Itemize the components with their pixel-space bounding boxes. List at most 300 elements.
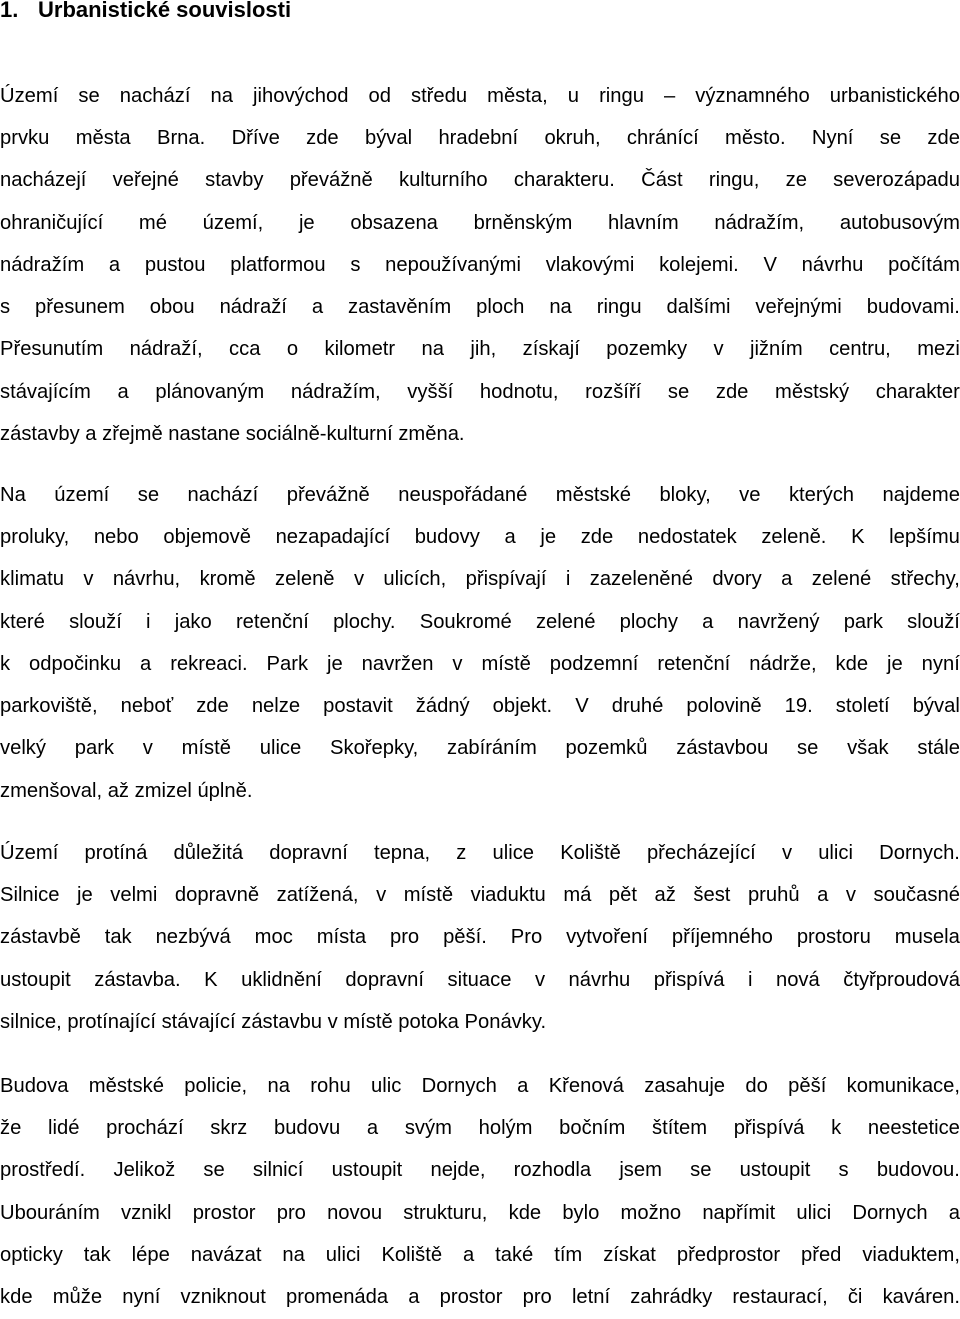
word: budovou. <box>876 1159 960 1182</box>
word: místa <box>316 926 367 949</box>
word: území, <box>202 211 264 234</box>
word: neestetice <box>867 1116 960 1139</box>
word: lépe <box>131 1243 170 1266</box>
word: – <box>664 84 676 107</box>
text-line <box>0 728 960 770</box>
word: lidé <box>48 1116 80 1139</box>
word: přispívá <box>653 968 725 991</box>
word: rohu <box>310 1074 351 1097</box>
word: Koliště <box>560 841 621 864</box>
word: polovině <box>686 695 762 718</box>
word: ulice <box>492 841 535 864</box>
word: a <box>462 1243 475 1266</box>
text-line <box>0 832 960 874</box>
section-heading <box>0 0 291 30</box>
word: také <box>495 1243 534 1266</box>
word: v <box>845 883 856 906</box>
word: území <box>54 483 110 506</box>
word: pro <box>276 1201 306 1224</box>
word: silnicí <box>252 1159 304 1182</box>
word: plánovaným <box>155 380 265 403</box>
word: získat <box>603 1243 656 1266</box>
word: nádraží, <box>129 338 203 361</box>
word: možno <box>620 1201 682 1224</box>
word: dopravně <box>174 883 260 906</box>
text-line <box>0 117 960 159</box>
word: získají <box>522 338 580 361</box>
word: s <box>0 296 11 319</box>
word: prvku <box>0 126 50 149</box>
word: kde <box>835 652 869 675</box>
word: kromě <box>199 568 256 591</box>
word: nacházejí <box>0 169 87 192</box>
text-line <box>0 160 960 202</box>
word: prostor <box>439 1286 503 1309</box>
word: holým <box>478 1116 533 1139</box>
word: Soukromé <box>419 610 512 633</box>
word: Pro <box>510 926 543 949</box>
word: navržen <box>361 652 434 675</box>
paragraph-city-blocks <box>0 474 960 812</box>
word: zatížená, <box>276 883 359 906</box>
word: dvory <box>712 568 762 591</box>
word: Přesunutím <box>0 338 104 361</box>
text-line <box>0 643 960 685</box>
word: Dornych. <box>879 841 960 864</box>
word: nádraží <box>219 296 287 319</box>
word: nádražím, <box>714 211 805 234</box>
word: zde <box>715 380 749 403</box>
word: nachází <box>119 84 191 107</box>
word: je <box>540 525 557 548</box>
word: ohraničující <box>0 211 104 234</box>
word: dopravní <box>345 968 424 991</box>
word: na <box>267 1074 290 1097</box>
word: hodnotu, <box>479 380 559 403</box>
word: se <box>690 1159 712 1182</box>
word: parkoviště, <box>0 695 98 718</box>
word: retenční <box>657 652 731 675</box>
word: lepšímu <box>889 525 960 548</box>
word: hradební <box>438 126 519 149</box>
word: bloky, <box>659 483 711 506</box>
text-line <box>0 1107 960 1149</box>
text-line: zmenšoval, až zmizel úplně. <box>0 779 253 802</box>
word: napřímit <box>702 1201 776 1224</box>
word: přecházející <box>646 841 756 864</box>
word: v <box>781 841 793 864</box>
word: neuspořádané <box>398 483 528 506</box>
word: návrhu <box>568 968 631 991</box>
word: pro <box>389 926 420 949</box>
word: veřejnými <box>755 296 842 319</box>
word: ulici <box>796 1201 832 1224</box>
word: zde <box>196 695 229 718</box>
word: s <box>838 1159 849 1182</box>
word: policie, <box>184 1074 248 1097</box>
word: kolejemi. <box>659 253 739 276</box>
word: městský <box>775 380 850 403</box>
word: býval <box>912 695 960 718</box>
word: převážně <box>289 169 373 192</box>
word: Dříve <box>231 126 280 149</box>
word: v <box>376 883 387 906</box>
word: budovy <box>414 525 480 548</box>
word: opticky <box>0 1243 63 1266</box>
text-line <box>0 1065 960 1107</box>
word: hlavním <box>608 211 679 234</box>
word: a <box>311 296 324 319</box>
word: příjemného <box>671 926 773 949</box>
word: kde <box>0 1286 33 1309</box>
word: Jelikož <box>113 1159 176 1182</box>
text-line <box>0 1234 960 1276</box>
word: býval <box>364 126 413 149</box>
word: zástavba. <box>94 968 181 991</box>
section-title: Urbanistické souvislosti <box>38 0 292 22</box>
word: o <box>286 338 299 361</box>
word: Nyní <box>811 126 854 149</box>
word: nezbývá <box>155 926 231 949</box>
word: mé <box>138 211 167 234</box>
word: předprostor <box>676 1243 781 1266</box>
text-line <box>0 1150 960 1192</box>
word: viaduktem, <box>862 1243 960 1266</box>
word: vznikl <box>121 1201 172 1224</box>
word: ringu <box>596 296 642 319</box>
word: je <box>887 652 903 675</box>
word: z <box>456 841 467 864</box>
word: moc <box>254 926 293 949</box>
word: situace <box>447 968 512 991</box>
word: se <box>667 380 690 403</box>
text-line <box>0 75 960 117</box>
word: město. <box>725 126 786 149</box>
text-line <box>0 244 960 286</box>
word: štítem <box>652 1116 708 1139</box>
word: 19. <box>784 695 813 718</box>
word: Skořepky, <box>330 737 419 760</box>
word: Dornych <box>421 1074 497 1097</box>
word: ustoupit <box>0 968 71 991</box>
word: i <box>747 968 753 991</box>
word: nedostatek <box>637 525 737 548</box>
word: přesunem <box>35 296 125 319</box>
word: tak <box>104 926 132 949</box>
word: Ubouráním <box>0 1201 100 1224</box>
word: zástavbou <box>676 737 769 760</box>
word: ustoupit <box>739 1159 811 1182</box>
word: je <box>298 211 315 234</box>
word: rozhodla <box>513 1159 592 1182</box>
word: do <box>745 1074 768 1097</box>
word: tepna, <box>373 841 431 864</box>
word: u <box>567 84 580 107</box>
word: střechy, <box>890 568 960 591</box>
word: chránící <box>626 126 699 149</box>
word: retenční <box>235 610 309 633</box>
word: i <box>565 568 571 591</box>
text-line <box>0 286 960 328</box>
word: Brna. <box>156 126 206 149</box>
word: pozemky <box>606 338 688 361</box>
word: v <box>142 737 153 760</box>
word: zde <box>580 525 614 548</box>
word: se <box>78 84 100 107</box>
word: pozemků <box>565 737 648 760</box>
word: zde <box>927 126 960 149</box>
text-line <box>0 474 960 516</box>
word: komunikace, <box>846 1074 960 1097</box>
word: na <box>421 338 445 361</box>
word: platformou <box>230 253 326 276</box>
word: Budova <box>0 1074 69 1097</box>
word: park <box>74 737 115 760</box>
word: centru, <box>829 338 891 361</box>
word: svým <box>404 1116 452 1139</box>
word: klimatu <box>0 568 64 591</box>
word: a <box>366 1116 379 1139</box>
word: se <box>203 1159 225 1182</box>
word: velmi <box>110 883 158 906</box>
word: Území <box>0 84 59 107</box>
word: ustoupit <box>331 1159 403 1182</box>
word: obsazena <box>350 211 438 234</box>
word: místě <box>181 737 231 760</box>
word: nebo <box>93 525 139 548</box>
word: zabíráním <box>447 737 537 760</box>
word: Část <box>641 169 683 192</box>
word: od <box>368 84 391 107</box>
word: města <box>75 126 131 149</box>
word: brněnským <box>473 211 573 234</box>
word: objekt. <box>492 695 553 718</box>
word: vyšší <box>407 380 454 403</box>
text-line <box>0 1192 960 1234</box>
word: Silnice <box>0 883 60 906</box>
word: či <box>847 1286 863 1309</box>
word: jako <box>174 610 212 633</box>
word: pruhů <box>747 883 800 906</box>
word: k <box>831 1116 842 1139</box>
word: Park <box>266 652 309 675</box>
word: středu <box>410 84 468 107</box>
word: zazeleněné <box>589 568 693 591</box>
word: Dornych <box>852 1201 928 1224</box>
text-line <box>0 601 960 643</box>
word: prostředí. <box>0 1159 86 1182</box>
word: městské <box>555 483 631 506</box>
word: odpočinku <box>29 652 122 675</box>
word: jsem <box>619 1159 662 1182</box>
word: ulicích, <box>383 568 447 591</box>
word: charakteru. <box>513 169 615 192</box>
word: velký <box>0 737 46 760</box>
word: letní <box>571 1286 611 1309</box>
text-line <box>0 516 960 558</box>
word: rozšíří <box>585 380 642 403</box>
word: vytvoření <box>566 926 648 949</box>
word: najdeme <box>882 483 960 506</box>
word: podzemní <box>549 652 639 675</box>
word: vlakovými <box>545 253 635 276</box>
word: zastavěním <box>347 296 452 319</box>
word: pět <box>608 883 637 906</box>
text-line: silnice, protínající stávající zástavbu v místě potoka Ponávky. <box>0 1010 547 1033</box>
word: nelze <box>251 695 301 718</box>
word: století <box>835 695 890 718</box>
word: tím <box>554 1243 583 1266</box>
word: Na <box>0 483 26 506</box>
word: ulici <box>818 841 853 864</box>
word: stávajícím <box>0 380 91 403</box>
word: žádný <box>415 695 470 718</box>
word: je <box>327 652 343 675</box>
word: slouží <box>69 610 122 633</box>
word: přispívá <box>733 1116 805 1139</box>
word: postavit <box>323 695 393 718</box>
word: v <box>452 652 463 675</box>
word: pěší. <box>443 926 487 949</box>
word: obou <box>149 296 195 319</box>
word: ringu, <box>708 169 760 192</box>
word: budovami. <box>866 296 960 319</box>
word: plochy <box>619 610 678 633</box>
word: přispívají <box>465 568 547 591</box>
word: nádražím, <box>290 380 381 403</box>
word: V <box>575 695 589 718</box>
word: místě <box>481 652 531 675</box>
word: zástavbě <box>0 926 81 949</box>
word: ringu <box>599 84 644 107</box>
word: až <box>654 883 676 906</box>
word: jižním <box>749 338 803 361</box>
word: Koliště <box>381 1243 443 1266</box>
word: že <box>0 1116 22 1139</box>
word: nachází <box>187 483 259 506</box>
word: promenáda <box>285 1286 389 1309</box>
word: K <box>204 968 218 991</box>
word: na <box>282 1243 305 1266</box>
word: protíná <box>84 841 148 864</box>
word: a <box>702 610 714 633</box>
paragraph-urban-context <box>0 75 960 456</box>
text-line <box>0 202 960 244</box>
paragraph-police-building <box>0 1065 960 1319</box>
word: kde <box>508 1201 542 1224</box>
word: zde <box>306 126 339 149</box>
word: severozápadu <box>833 169 960 192</box>
word: čtyřproudová <box>843 968 960 991</box>
word: se <box>879 126 902 149</box>
word: s <box>350 253 361 276</box>
word: v <box>353 568 365 591</box>
word: nádražím <box>0 253 85 276</box>
word: navázat <box>190 1243 262 1266</box>
word: nejde, <box>430 1159 486 1182</box>
word: jihovýchod <box>253 84 349 107</box>
word: V <box>763 253 777 276</box>
text-line: zástavby a zřejmě nastane sociálně-kulturní změna. <box>0 423 465 446</box>
word: kaváren. <box>882 1286 960 1309</box>
word: k <box>0 652 11 675</box>
word: v <box>83 568 94 591</box>
text-line <box>0 559 960 601</box>
word: a <box>817 883 829 906</box>
word: pro <box>522 1286 552 1309</box>
text-line <box>0 1276 960 1318</box>
word: plochy. <box>333 610 396 633</box>
word: počítám <box>888 253 960 276</box>
word: ulic <box>371 1074 402 1097</box>
word: ze <box>785 169 807 192</box>
word: park <box>843 610 883 633</box>
word: a <box>408 1286 420 1309</box>
word: bočním <box>559 1116 626 1139</box>
word: na <box>210 84 233 107</box>
word: nová <box>775 968 820 991</box>
word: restaurací, <box>732 1286 828 1309</box>
word: návrhu, <box>112 568 181 591</box>
word: bylo <box>562 1201 600 1224</box>
word: uklidnění <box>241 968 322 991</box>
word: proluky, <box>0 525 70 548</box>
word: rekreaci. <box>170 652 248 675</box>
word: se <box>797 737 819 760</box>
section-number: 1. <box>0 0 19 22</box>
word: slouží <box>907 610 960 633</box>
word: může <box>52 1286 103 1309</box>
word: pěší <box>788 1074 827 1097</box>
word: okruh, <box>544 126 601 149</box>
word: v <box>713 338 724 361</box>
word: a <box>781 568 793 591</box>
word: vzniknout <box>180 1286 266 1309</box>
word: cca <box>229 338 261 361</box>
word: a <box>948 1201 960 1224</box>
word: budovu <box>273 1116 341 1139</box>
word: charakter <box>875 380 960 403</box>
word: návrhu <box>801 253 864 276</box>
word: Křenová <box>548 1074 624 1097</box>
word: druhé <box>611 695 664 718</box>
word: zelené <box>811 568 872 591</box>
word: pustou <box>144 253 206 276</box>
word: mezi <box>917 338 960 361</box>
word: zeleně. <box>761 525 827 548</box>
word: zahrádky <box>630 1286 713 1309</box>
word: veřejné <box>112 169 179 192</box>
text-line <box>0 685 960 727</box>
word: zasahuje <box>644 1074 726 1097</box>
word: má <box>563 883 592 906</box>
word: nepoužívanými <box>385 253 521 276</box>
word: ulice <box>259 737 302 760</box>
word: zelené <box>535 610 596 633</box>
word: dalšími <box>666 296 731 319</box>
word: se <box>137 483 160 506</box>
word: nezapadající <box>275 525 391 548</box>
word: a <box>140 652 152 675</box>
word: městské <box>88 1074 164 1097</box>
word: významného <box>695 84 810 107</box>
word: převážně <box>286 483 370 506</box>
word: však <box>847 737 889 760</box>
word: autobusovým <box>839 211 960 234</box>
word: kulturního <box>398 169 488 192</box>
word: stavby <box>205 169 264 192</box>
word: ploch <box>476 296 525 319</box>
